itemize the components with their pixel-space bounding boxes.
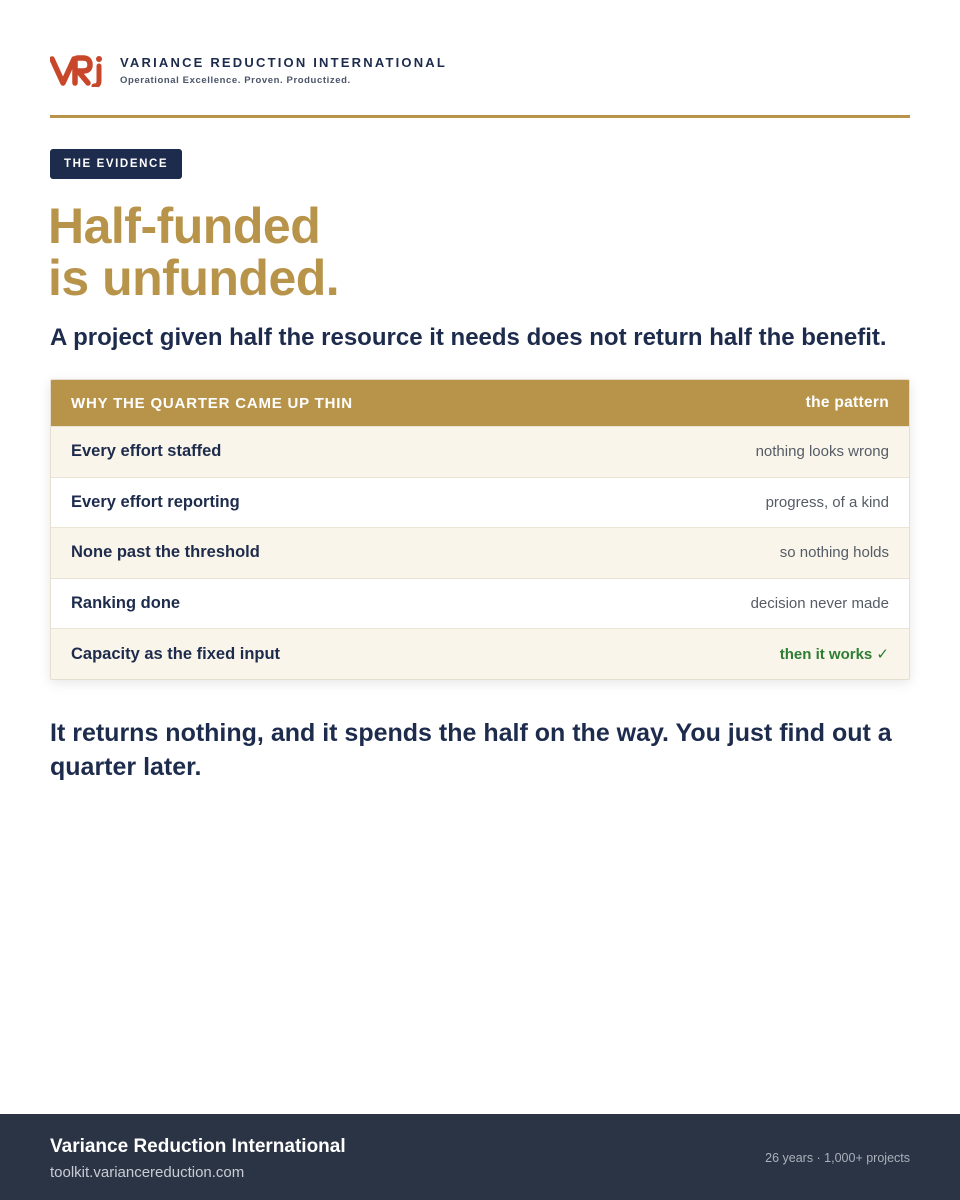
row-note-success: then it works ✓ [779, 646, 889, 664]
row-label: Every effort reporting [71, 492, 240, 511]
table-row [51, 477, 909, 528]
table-row [51, 628, 909, 679]
header-divider [50, 115, 910, 118]
table-header-left: WHY THE QUARTER CAME UP THIN [71, 394, 353, 412]
evidence-table [50, 379, 910, 680]
section-badge: THE EVIDENCE [50, 149, 182, 179]
title-line-2: is unfunded. [48, 250, 340, 306]
row-label: Capacity as the fixed input [71, 644, 281, 663]
vri-logo-icon [50, 53, 104, 87]
table-row [51, 426, 909, 477]
footer [0, 1114, 960, 1200]
title-line-1: Half-funded [48, 198, 321, 254]
footer-url: toolkit.variancereduction.com [50, 1164, 245, 1181]
row-label: None past the threshold [71, 543, 260, 562]
table-row [51, 578, 909, 629]
row-note: so nothing holds [779, 544, 889, 562]
footer-company-name: Variance Reduction International [50, 1136, 346, 1157]
table-header-right: the pattern [805, 394, 889, 411]
closing-statement: It returns nothing, and it spends the half on the way. You just find out a quarter later. [50, 719, 892, 781]
header [50, 50, 910, 90]
brand-name: VARIANCE REDUCTION INTERNATIONAL [120, 54, 448, 70]
row-label: Every effort staffed [71, 442, 222, 461]
brand-tagline: Operational Excellence. Proven. Productized. [120, 74, 351, 86]
table-header [51, 380, 909, 426]
page-title [48, 200, 908, 304]
footer-stats: 26 years · 1,000+ projects [765, 1151, 910, 1165]
subtitle: A project given half the resource it needs does not return half the benefit. [50, 324, 887, 351]
row-label: Ranking done [71, 594, 181, 613]
table-row [51, 527, 909, 578]
row-note: decision never made [750, 595, 889, 613]
brand-text [120, 55, 447, 86]
row-note: nothing looks wrong [755, 443, 889, 461]
row-note: progress, of a kind [765, 493, 889, 511]
